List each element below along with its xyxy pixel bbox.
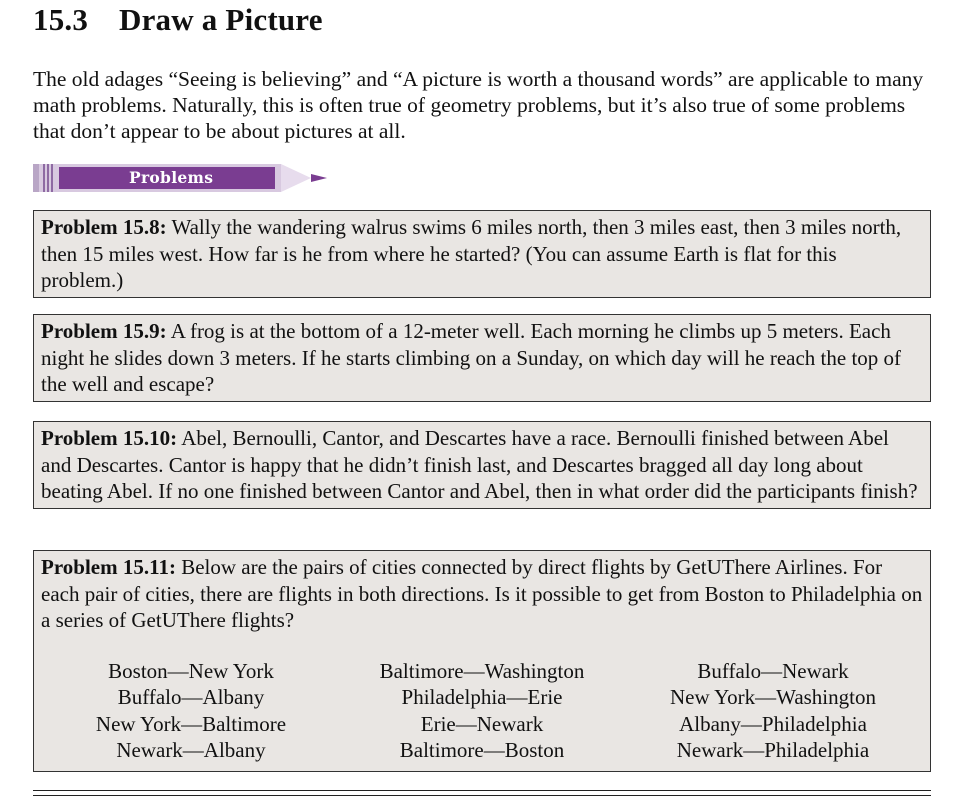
flight-column [623, 658, 923, 764]
section-title: Draw a Picture [119, 2, 323, 37]
flight-pair: Buffalo—Newark [697, 658, 849, 683]
problem-label: Problem 15.10: [41, 426, 178, 450]
problem-text: Below are the pairs of cities connected by direct flights by GetUThere Airlines. For each pair of cities, there are flights in both directions. Is it possible to get from Boston to Philadelphia on a series of GetUThere flights? [41, 555, 923, 632]
problem-label: Problem 15.11: [41, 555, 176, 579]
problem-box [33, 210, 931, 298]
flight-pair: Newark—Philadelphia [676, 738, 870, 762]
problem-box [33, 550, 931, 772]
flight-pair: Buffalo—Albany [117, 685, 265, 709]
flight-pairs-list [41, 658, 923, 764]
flight-pair: Philadelphia—Erie [401, 685, 563, 709]
flight-pair: Baltimore—Boston [399, 738, 565, 762]
flight-pair: New York—Washington [670, 685, 876, 709]
problem-text: Wally the wandering walrus swims 6 miles north, then 3 miles east, then 3 miles north, then 15 miles west. How far is he from where he started? (You can assume Earth is flat for this problem.) [41, 215, 902, 292]
problem-text: Abel, Bernoulli, Cantor, and Descartes have a race. Bernoulli finished between Abel and Descartes. Cantor is happy that he didn’t finish last, and Descartes bragged all day long about beating Abel. If no one finished between Cantor and Abel, then in what order did the participants finish? [41, 426, 918, 503]
flight-pair: Newark—Albany [116, 738, 266, 762]
flight-pair: Boston—New York [108, 658, 274, 683]
problem-text: A frog is at the bottom of a 12-meter well. Each morning he climbs up 5 meters. Each night he slides down 3 meters. If he starts climbing on a Sunday, on which day will he reach the top of the well and escape? [41, 319, 902, 396]
divider-rule [33, 795, 931, 796]
problem-box [33, 421, 931, 509]
flight-column [341, 658, 623, 764]
flight-pair: Albany—Philadelphia [679, 711, 867, 736]
flight-pair: Baltimore—Washington [379, 658, 585, 683]
section-heading [33, 2, 323, 38]
divider-rule [33, 790, 931, 791]
flight-pair: New York—Baltimore [95, 711, 287, 736]
flight-pair: Erie—Newark [420, 711, 544, 736]
section-number: 15.3 [33, 2, 89, 37]
intro-paragraph: The old adages “Seeing is believing” and “A picture is worth a thousand words” are applicable to many math problems. Naturally, this is often true of geometry problems, but it’s also true of some problems that don’t appear to be about pictures at all. [33, 67, 924, 143]
problem-label: Problem 15.9: [41, 319, 167, 343]
problem-label: Problem 15.8: [41, 215, 167, 239]
flight-column [41, 658, 341, 764]
banner-label: Problems [129, 168, 214, 187]
problem-box [33, 314, 931, 402]
problems-banner [33, 162, 333, 194]
